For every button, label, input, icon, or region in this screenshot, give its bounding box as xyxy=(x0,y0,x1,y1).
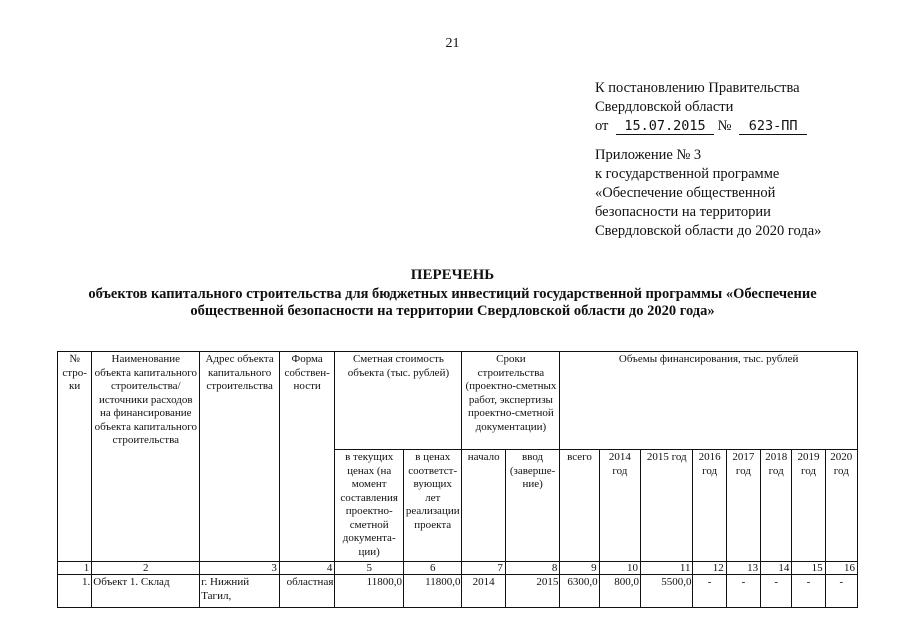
row-2019: - xyxy=(792,575,825,608)
decree-reference xyxy=(595,79,807,136)
header-terms: Сроки строительства (проектно-сметных работ, экспертизы проектно-сметной документации) xyxy=(462,352,560,450)
row-2014: 800,0 xyxy=(599,575,640,608)
appendix-line-3: «Обеспечение общественной xyxy=(595,185,776,201)
row-estimate-years: 11800,0 xyxy=(403,575,462,608)
column-number: 5 xyxy=(335,562,404,575)
column-number: 3 xyxy=(200,562,280,575)
objects-table xyxy=(57,351,858,608)
column-number: 10 xyxy=(599,562,640,575)
page-number: 21 xyxy=(445,36,460,51)
column-number: 16 xyxy=(825,562,857,575)
document-subtitle: объектов капитального строительства для бюджетных инвестиций государственной программы «Обеспечение общественной безопасности на территории Свердловской области до 2020 года» xyxy=(88,286,817,319)
header-total: всего xyxy=(560,450,599,562)
column-number: 7 xyxy=(462,562,505,575)
document-title: ПЕРЕЧЕНЬ xyxy=(410,267,495,283)
table-row xyxy=(58,575,858,608)
header-2017: 2017 год xyxy=(726,450,760,562)
column-number: 11 xyxy=(641,562,693,575)
header-2019: 2019 год xyxy=(792,450,825,562)
row-2015: 5500,0 xyxy=(641,575,693,608)
header-estimate-years: в ценах соответст-вующих лет реализации проекта xyxy=(403,450,462,562)
header-row-1 xyxy=(58,352,858,450)
row-num: 1. xyxy=(58,575,92,608)
appendix-line-1: Приложение № 3 xyxy=(595,147,702,163)
appendix-reference xyxy=(595,146,821,241)
row-2017: - xyxy=(726,575,760,608)
column-number: 4 xyxy=(279,562,334,575)
column-number: 13 xyxy=(726,562,760,575)
column-numbers-row xyxy=(58,562,858,575)
header-name: Наименование объекта капитального строительства/ источники расходов на финансирование объекта капитального строительства xyxy=(92,352,200,562)
decree-line-2: Свердловской области xyxy=(595,99,734,115)
column-number: 1 xyxy=(58,562,92,575)
header-ownership: Форма собствен-ности xyxy=(279,352,334,562)
header-num: № стро-ки xyxy=(58,352,92,562)
header-estimate-current: в текущих ценах (на момент составления проектно-сметной документа-ции) xyxy=(335,450,404,562)
header-2020: 2020 год xyxy=(825,450,857,562)
column-number: 6 xyxy=(403,562,462,575)
column-number: 12 xyxy=(693,562,726,575)
header-financing: Объемы финансирования, тыс. рублей xyxy=(560,352,858,450)
row-2020: - xyxy=(825,575,857,608)
column-number: 9 xyxy=(560,562,599,575)
decree-line-1: К постановлению Правительства xyxy=(595,80,800,96)
column-number: 2 xyxy=(92,562,200,575)
appendix-line-4: безопасности на территории xyxy=(595,204,771,220)
appendix-line-2: к государственной программе xyxy=(595,166,780,182)
column-number: 8 xyxy=(505,562,559,575)
header-2016: 2016 год xyxy=(693,450,726,562)
decree-date: 15.07.2015 xyxy=(616,118,714,135)
decree-date-line xyxy=(595,117,807,136)
row-ownership: областная xyxy=(279,575,334,608)
header-2014: 2014 год xyxy=(599,450,640,562)
row-completion: 2015 xyxy=(505,575,559,608)
row-address: г. Нижний Тагил, xyxy=(200,575,280,608)
column-number: 14 xyxy=(761,562,792,575)
row-2016: - xyxy=(693,575,726,608)
appendix-line-5: Свердловской области до 2020 года» xyxy=(595,223,822,239)
header-start: начало xyxy=(462,450,505,562)
row-start: 2014 xyxy=(462,575,505,608)
decree-number-label: № xyxy=(717,118,732,134)
decree-from-label: от xyxy=(595,118,609,134)
header-2015: 2015 год xyxy=(641,450,693,562)
decree-number: 623-ПП xyxy=(739,118,807,135)
header-completion: ввод (заверше-ние) xyxy=(505,450,559,562)
column-number: 15 xyxy=(792,562,825,575)
row-2018: - xyxy=(761,575,792,608)
header-2018: 2018 год xyxy=(761,450,792,562)
header-estimate: Сметная стоимость объекта (тыс. рублей) xyxy=(335,352,462,450)
row-estimate-current: 11800,0 xyxy=(335,575,404,608)
row-name: Объект 1. Склад xyxy=(92,575,200,608)
row-total: 6300,0 xyxy=(560,575,599,608)
header-address: Адрес объекта капитального строительства xyxy=(200,352,280,562)
